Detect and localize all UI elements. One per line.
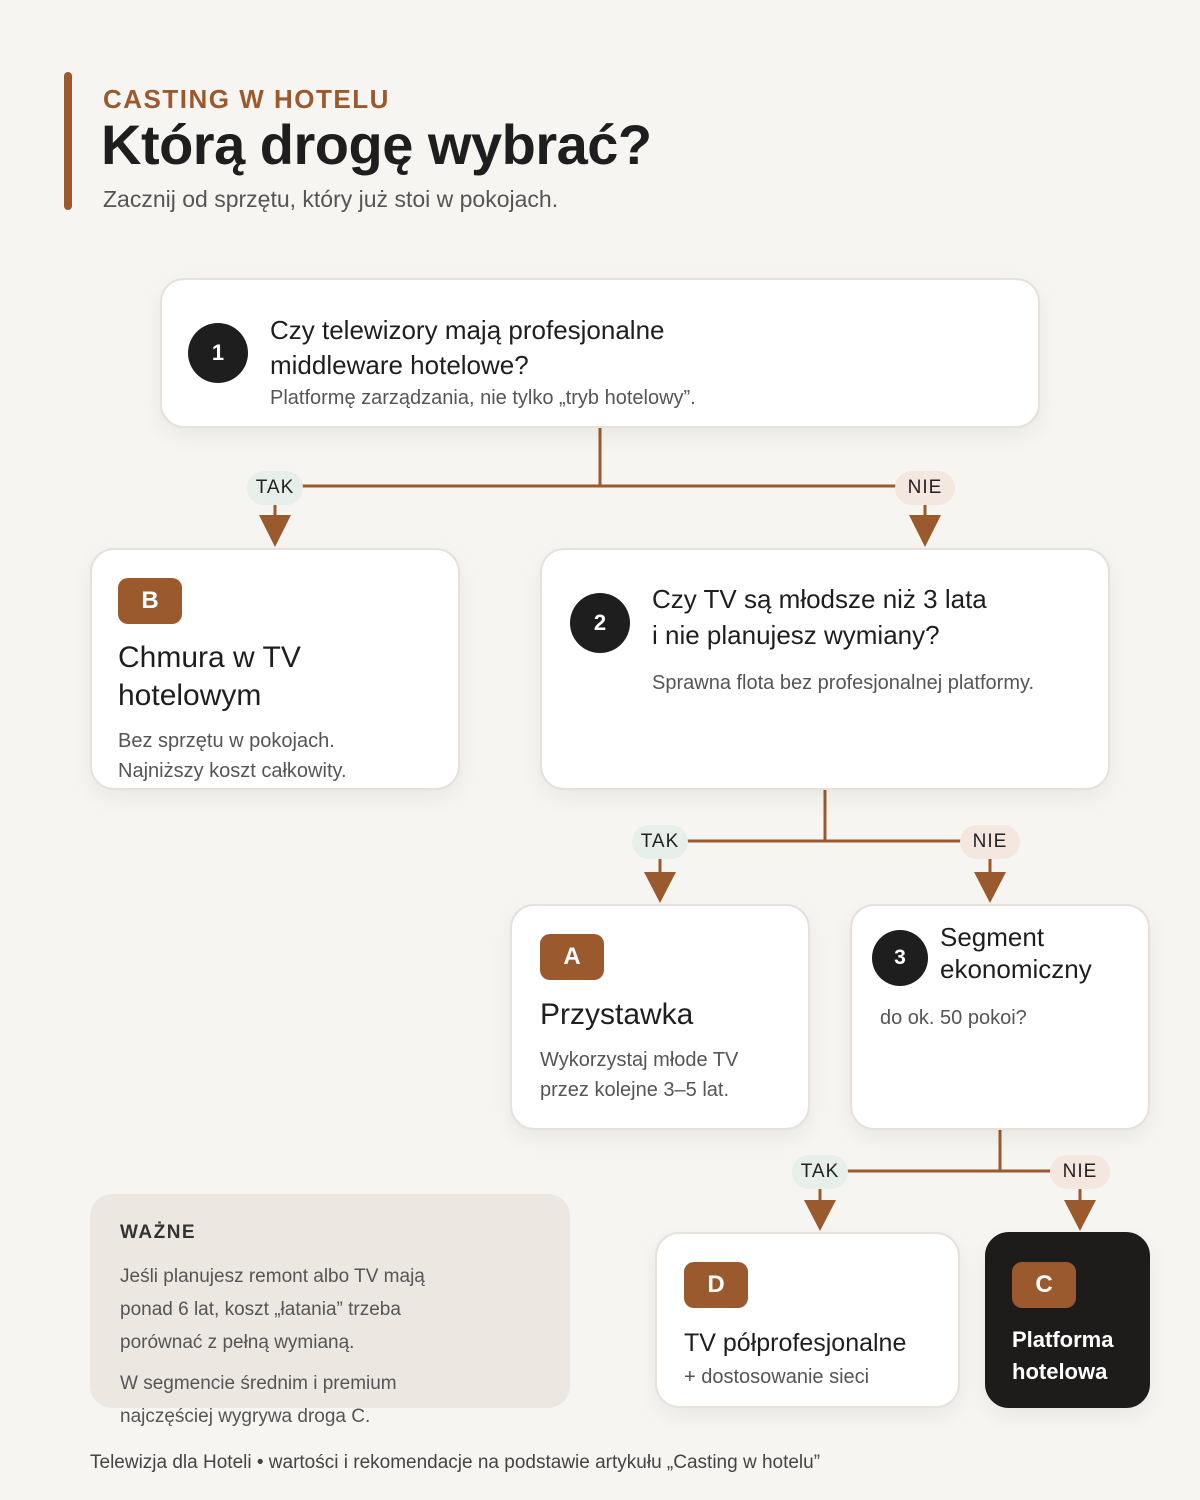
arrow-q1-no	[909, 515, 941, 547]
arrow-q2-no	[974, 872, 1006, 903]
result-a-title: Przystawka	[540, 998, 694, 1031]
pill-q3-no: NIE	[1050, 1155, 1110, 1189]
result-c-title-line2: hotelowa	[1012, 1359, 1108, 1384]
question-2-subtitle: Sprawna flota bez profesjonalnej platformy.	[652, 672, 1035, 694]
arrow-q3-no	[1064, 1200, 1096, 1231]
header-eyebrow: CASTING W HOTELU	[103, 84, 390, 114]
pill-q2-no: NIE	[960, 825, 1020, 859]
question-3-subtitle: do ok. 50 pokoi?	[880, 1007, 1027, 1029]
result-c-title-line1: Platforma	[1012, 1327, 1114, 1352]
pill-q3-yes: TAK	[792, 1155, 848, 1189]
result-c-badge: C	[1012, 1262, 1076, 1308]
result-a-badge: A	[540, 934, 604, 980]
arrow-q2-yes	[644, 872, 676, 903]
result-a-desc-line1: Wykorzystaj młode TV	[540, 1049, 739, 1071]
question-1-number: 1	[188, 323, 248, 383]
page-title: Którą drogę wybrać?	[101, 113, 652, 176]
question-1-subtitle: Platformę zarządzania, nie tylko „tryb hotelowy”.	[270, 387, 696, 409]
question-2-number: 2	[570, 593, 630, 653]
result-b-title-line2: hotelowym	[118, 679, 262, 712]
arrow-q3-yes	[804, 1200, 836, 1231]
result-b-badge: B	[118, 578, 182, 624]
arrow-q1-yes	[259, 515, 291, 547]
important-note-title: WAŻNE	[120, 1222, 197, 1243]
pill-q2-yes: TAK	[632, 825, 688, 859]
important-note-line1: Jeśli planujesz remont albo TV mają	[120, 1266, 425, 1287]
result-d-desc: + dostosowanie sieci	[684, 1366, 870, 1388]
result-d-title: TV półprofesjonalne	[684, 1329, 907, 1357]
result-b-title-line1: Chmura w TV	[118, 641, 301, 674]
question-1-title-line2: middleware hotelowe?	[270, 350, 529, 380]
pill-q1-yes: TAK	[247, 471, 303, 505]
question-3-title-line1: Segment	[940, 922, 1045, 952]
result-b-desc-line2: Najniższy koszt całkowity.	[118, 760, 347, 782]
pill-q1-no: NIE	[895, 471, 955, 505]
important-note-line4: W segmencie średnim i premium	[120, 1373, 397, 1394]
question-2-title-line2: i nie planujesz wymiany?	[652, 620, 940, 650]
question-2-title-line1: Czy TV są młodsze niż 3 lata	[652, 584, 987, 614]
question-3-title-line2: ekonomiczny	[940, 954, 1092, 984]
question-1-title-line1: Czy telewizory mają profesjonalne	[270, 315, 665, 345]
page-subtitle: Zacznij od sprzętu, który już stoi w pokojach.	[103, 186, 559, 212]
question-3-number: 3	[872, 930, 928, 986]
footer-source: Telewizja dla Hoteli • wartości i rekomendacje na podstawie artykułu „Casting w hotelu”	[90, 1452, 821, 1473]
important-note-line5: najczęściej wygrywa droga C.	[120, 1406, 371, 1427]
important-note-line2: ponad 6 lat, koszt „łatania” trzeba	[120, 1299, 401, 1320]
result-b-desc-line1: Bez sprzętu w pokojach.	[118, 730, 335, 752]
important-note-line3: porównać z pełną wymianą.	[120, 1332, 355, 1353]
result-a-desc-line2: przez kolejne 3–5 lat.	[540, 1079, 730, 1101]
result-d-badge: D	[684, 1262, 748, 1308]
